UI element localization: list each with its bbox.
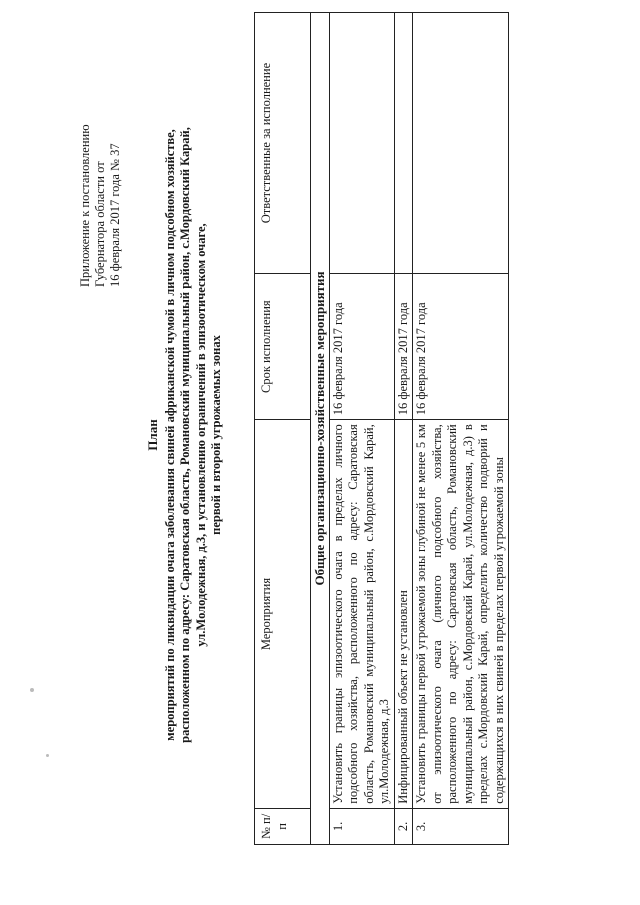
plan-table — [254, 12, 509, 845]
appendix-line-1: Приложение к постановлению — [78, 124, 92, 287]
row-num: 3. — [413, 808, 509, 844]
row-responsible — [394, 13, 413, 274]
scan-speck — [30, 688, 34, 692]
section-title: Общие организационно-хозяйственные мероприятия — [311, 13, 330, 845]
row-responsible — [329, 13, 394, 274]
row-num: 1. — [329, 808, 394, 844]
appendix-line-2: Губернатора области от — [93, 161, 107, 287]
section-row — [311, 13, 330, 845]
table-row — [329, 13, 394, 845]
header-term: Срок исполнения — [255, 274, 311, 420]
row-activity: Инфицированный объект не установлен — [394, 420, 413, 809]
title-plan-word: План — [145, 419, 160, 451]
row-num: 2. — [394, 808, 413, 844]
table-row — [394, 13, 413, 845]
row-activity: Установить границы первой угрожаемой зоны глубиной не менее 5 км от эпизоотического очага (личного подсобного хозяйства, расположенного по адресу: Саратовская область, Романовский муниципальный район, с.Мордовский Карай, ул.Молодежная, д.3) в пределах с.Мордовский Карай, определить количество подворий и содержащихся в них свиней в пределах первой угрожаемой зоны — [413, 420, 509, 809]
title-line-1: мероприятий по ликвидации очага заболевания свиней африканской чумой в личном подсобном хозяйстве, — [162, 129, 177, 741]
title-line-4: первой и второй угрожаемых зонах — [209, 335, 223, 535]
row-activity: Установить границы эпизоотического очага в пределах личного подсобного хозяйства, расположенного по адресу: Саратовская область, Романовский муниципальный район, с.Мордовский Карай, ул.Молодежная, д.3 — [329, 420, 394, 809]
document-title — [145, 85, 225, 785]
header-responsible: Ответственные за исполнение — [255, 13, 311, 274]
row-term: 16 февраля 2017 года — [413, 274, 509, 420]
table-header-row — [255, 13, 311, 845]
title-line-2: расположенном по адресу: Саратовская область, Романовский муниципальный район, с.Мордовский Карай, — [178, 127, 192, 743]
table-row — [413, 13, 509, 845]
row-term: 16 февраля 2017 года — [329, 274, 394, 420]
row-term: 16 февраля 2017 года — [394, 274, 413, 420]
title-line-3: ул.Молодежная, д.3, и установлению ограничений в эпизоотическом очаге, — [193, 223, 208, 647]
scan-speck — [46, 754, 49, 757]
header-num: № п/п — [255, 808, 311, 844]
appendix-line-3: 16 февраля 2017 года № 37 — [108, 143, 122, 287]
appendix-note — [78, 27, 123, 287]
header-activities: Мероприятия — [255, 420, 311, 809]
row-responsible — [413, 13, 509, 274]
